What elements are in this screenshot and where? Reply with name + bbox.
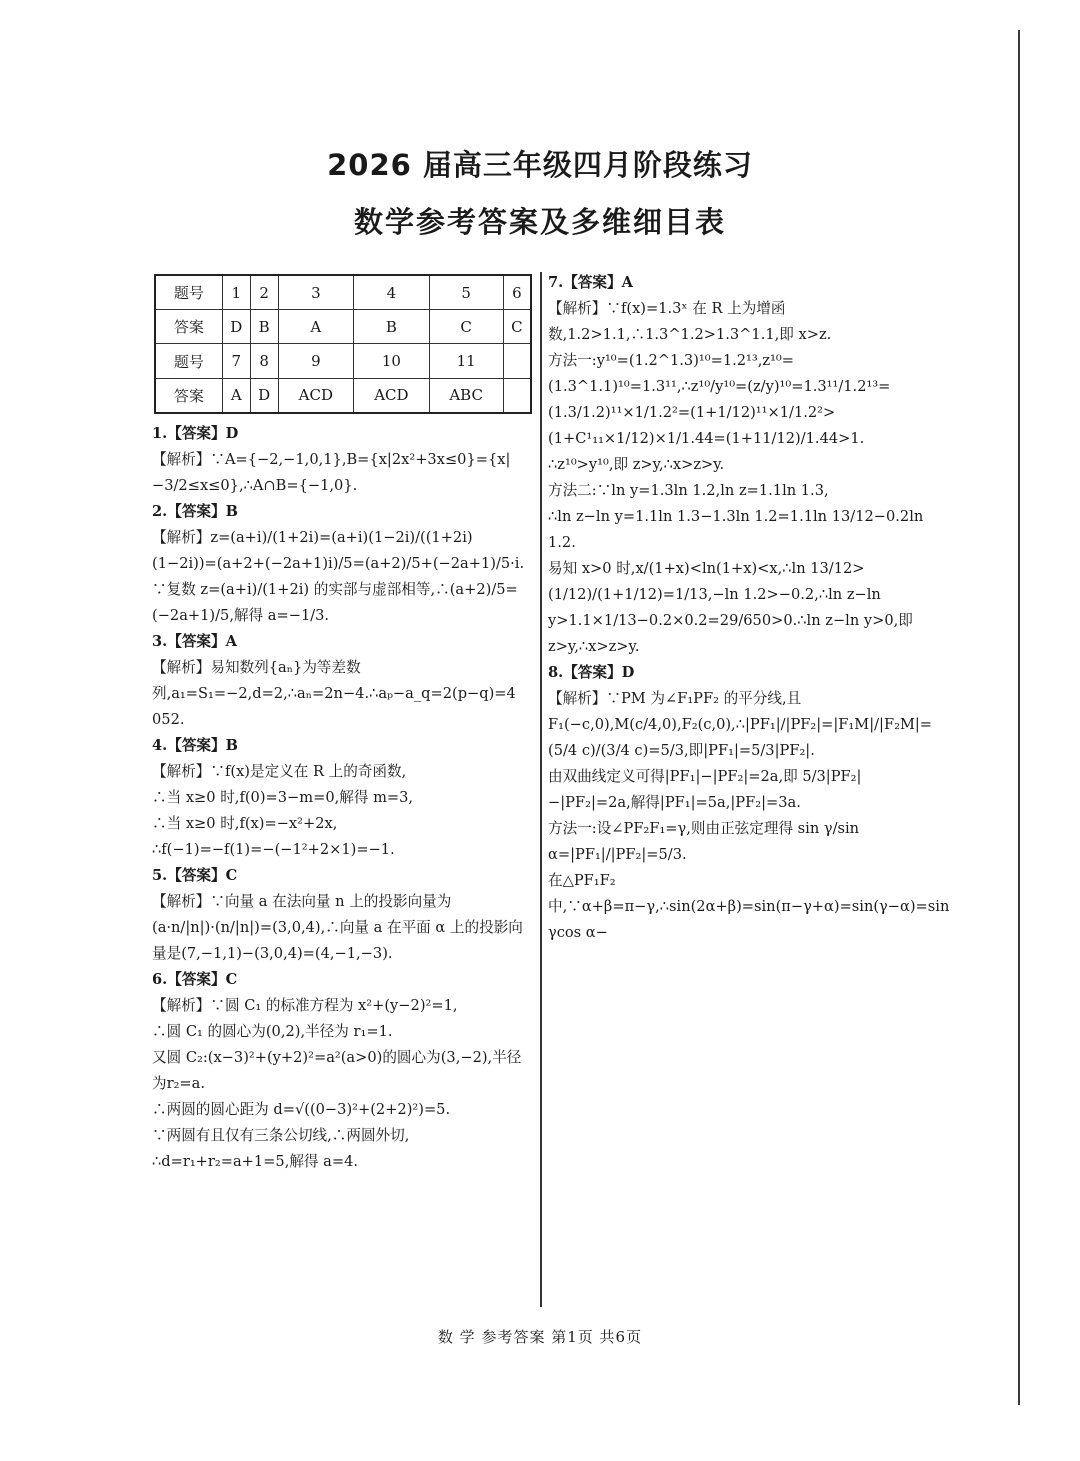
solution-line: 【解析】z=(a+i)/(1+2i)=(a+i)(1−2i)/((1+2i)(1−2i))=(a+2+(−2a+1)i)/5=(a+2)/5+(−2a+1)/5·i. — [152, 529, 525, 572]
table-cell: 2 — [250, 275, 278, 310]
table-cell: B — [250, 310, 278, 344]
table-cell: 答案 — [155, 378, 222, 413]
table-cell: 答案 — [155, 310, 222, 344]
table-row — [155, 378, 531, 413]
solution-line: 8.【答案】D — [548, 664, 635, 681]
solution-line: ∴f(−1)=−f(1)=−(−1²+2×1)=−1. — [152, 841, 395, 858]
right-solutions-column — [548, 270, 950, 946]
table-cell: ABC — [429, 378, 503, 413]
page-subtitle: 数学参考答案及多维细目表 — [353, 205, 726, 239]
table-cell: 8 — [250, 344, 278, 378]
solution-line: 1.【答案】D — [152, 425, 239, 442]
left-solutions-column — [152, 421, 534, 1175]
solution-line: ∴两圆的圆心距为 d=√((0−3)²+(2+2)²)=5. — [152, 1101, 451, 1118]
solution-line: 【解析】∵A={−2,−1,0,1},B={x|2x²+3x≤0}={x|−3/2≤x≤0},∴A∩B={−1,0}. — [152, 451, 511, 494]
table-cell: 3 — [278, 275, 354, 310]
solution-line: 【解析】∵f(x)=1.3ˣ 在 R 上为增函数,1.2>1.1,∴1.3^1.2>1.3^1.1,即 x>z. — [548, 300, 832, 343]
column-divider — [540, 272, 542, 1307]
table-cell: 9 — [278, 344, 354, 378]
table-cell: A — [278, 310, 354, 344]
solution-line: 方法一:设∠PF₂F₁=γ,则由正弦定理得 sin γ/sin α=|PF₁|/|PF₂|=5/3. — [548, 820, 860, 863]
table-cell: B — [354, 310, 430, 344]
solution-line: 【解析】∵f(x)是定义在 R 上的奇函数, — [152, 763, 407, 780]
solution-line: 【解析】∵PM 为∠F₁PF₂ 的平分线,且F₁(−c,0),M(c/4,0),F₂(c,0),∴|PF₁|/|PF₂|=|F₁M|/|F₂M|=(5/4 c)/(3/4 c)=5/3,即|PF₁|=5/3|PF₂|. — [548, 690, 933, 759]
table-row — [155, 275, 531, 310]
table-cell — [503, 378, 531, 413]
solution-line: 3.【答案】A — [152, 633, 237, 650]
solution-line: 7.【答案】A — [548, 274, 633, 291]
solution-line: 【解析】易知数列{aₙ}为等差数列,a₁=S₁=−2,d=2,∴aₙ=2n−4.∴aₚ−a_q=2(p−q)=4 052. — [152, 659, 516, 728]
solution-line: 方法二:∵ln y=1.3ln 1.2,ln z=1.1ln 1.3, — [548, 482, 829, 499]
table-cell — [503, 344, 531, 378]
table-row — [155, 344, 531, 378]
table-cell: ACD — [278, 378, 354, 413]
solution-line: 6.【答案】C — [152, 971, 238, 988]
table-cell: 4 — [354, 275, 430, 310]
table-cell: 5 — [429, 275, 503, 310]
table-cell: D — [250, 378, 278, 413]
table-cell: ACD — [354, 378, 430, 413]
solution-line: 【解析】∵圆 C₁ 的标准方程为 x²+(y−2)²=1, — [152, 997, 458, 1014]
solution-line: ∵复数 z=(a+i)/(1+2i) 的实部与虚部相等,∴(a+2)/5=(−2a+1)/5,解得 a=−1/3. — [152, 581, 518, 624]
solution-line: 又圆 C₂:(x−3)²+(y+2)²=a²(a>0)的圆心为(3,−2),半径为r₂=a. — [152, 1049, 522, 1092]
table-cell: 题号 — [155, 344, 222, 378]
solution-line: ∴当 x≥0 时,f(x)=−x²+2x, — [152, 815, 338, 832]
solution-line: ∴z¹⁰>y¹⁰,即 z>y,∴x>z>y. — [548, 456, 725, 473]
table-cell: 6 — [503, 275, 531, 310]
table-cell: C — [503, 310, 531, 344]
solution-line: ∴当 x≥0 时,f(0)=3−m=0,解得 m=3, — [152, 789, 414, 806]
solution-line: 方法一:y¹⁰=(1.2^1.3)¹⁰=1.2¹³,z¹⁰=(1.3^1.1)¹⁰=1.3¹¹,∴z¹⁰/y¹⁰=(z/y)¹⁰=1.3¹¹/1.2¹³=(1.3/1.2)¹¹×1/1.2²=(1+1/12)¹¹×1/1.2²>(1+C¹₁₁×1/12)×1/1.44=(1+11/12)/1.44>1. — [548, 352, 891, 447]
solution-line: 5.【答案】C — [152, 867, 238, 884]
solution-line: 易知 x>0 时,x/(1+x)<ln(1+x)<x,∴ln 13/12>(1/12)/(1+1/12)=1/13,−ln 1.2>−0.2,∴ln z−ln y>1.1×1/13−0.2×0.2=29/650>0.∴ln z−ln y>0,即 z>y,∴x>z>y. — [548, 560, 913, 655]
table-cell: D — [222, 310, 250, 344]
solution-line: 由双曲线定义可得|PF₁|−|PF₂|=2a,即 5/3|PF₂|−|PF₂|=2a,解得|PF₁|=5a,|PF₂|=3a. — [548, 768, 862, 811]
table-cell: A — [222, 378, 250, 413]
table-cell: 11 — [429, 344, 503, 378]
solution-line: ∴圆 C₁ 的圆心为(0,2),半径为 r₁=1. — [152, 1023, 393, 1040]
table-cell: 7 — [222, 344, 250, 378]
table-cell: 题号 — [155, 275, 222, 310]
table-cell: C — [429, 310, 503, 344]
solution-line: 2.【答案】B — [152, 503, 238, 520]
table-cell: 1 — [222, 275, 250, 310]
solution-line: ∴ln z−ln y=1.1ln 1.3−1.3ln 1.2=1.1ln 13/12−0.2ln 1.2. — [548, 508, 924, 551]
table-row — [155, 310, 531, 344]
solution-line: ∵两圆有且仅有三条公切线,∴两圆外切, — [152, 1127, 410, 1144]
solution-line: 【解析】∵向量 a 在法向量 n 上的投影向量为 (a·n/|n|)·(n/|n|)=(3,0,4),∴向量 a 在平面 α 上的投影向量是(7,−1,1)−(3,0,4)=(4,−1,−3). — [152, 893, 523, 962]
solution-line: ∴d=r₁+r₂=a+1=5,解得 a=4. — [152, 1153, 359, 1170]
solution-line: 4.【答案】B — [152, 737, 238, 754]
page-footer: 数 学 参考答案 第1页 共6页 — [437, 1328, 643, 1346]
answer-table — [154, 274, 532, 414]
solution-line: 在△PF₁F₂ 中,∵α+β=π−γ,∴sin(2α+β)=sin(π−γ+α)=sin(γ−α)=sin γcos α− — [548, 872, 950, 941]
table-cell: 10 — [354, 344, 430, 378]
page-title: 2026 届高三年级四月阶段练习 — [327, 148, 753, 182]
